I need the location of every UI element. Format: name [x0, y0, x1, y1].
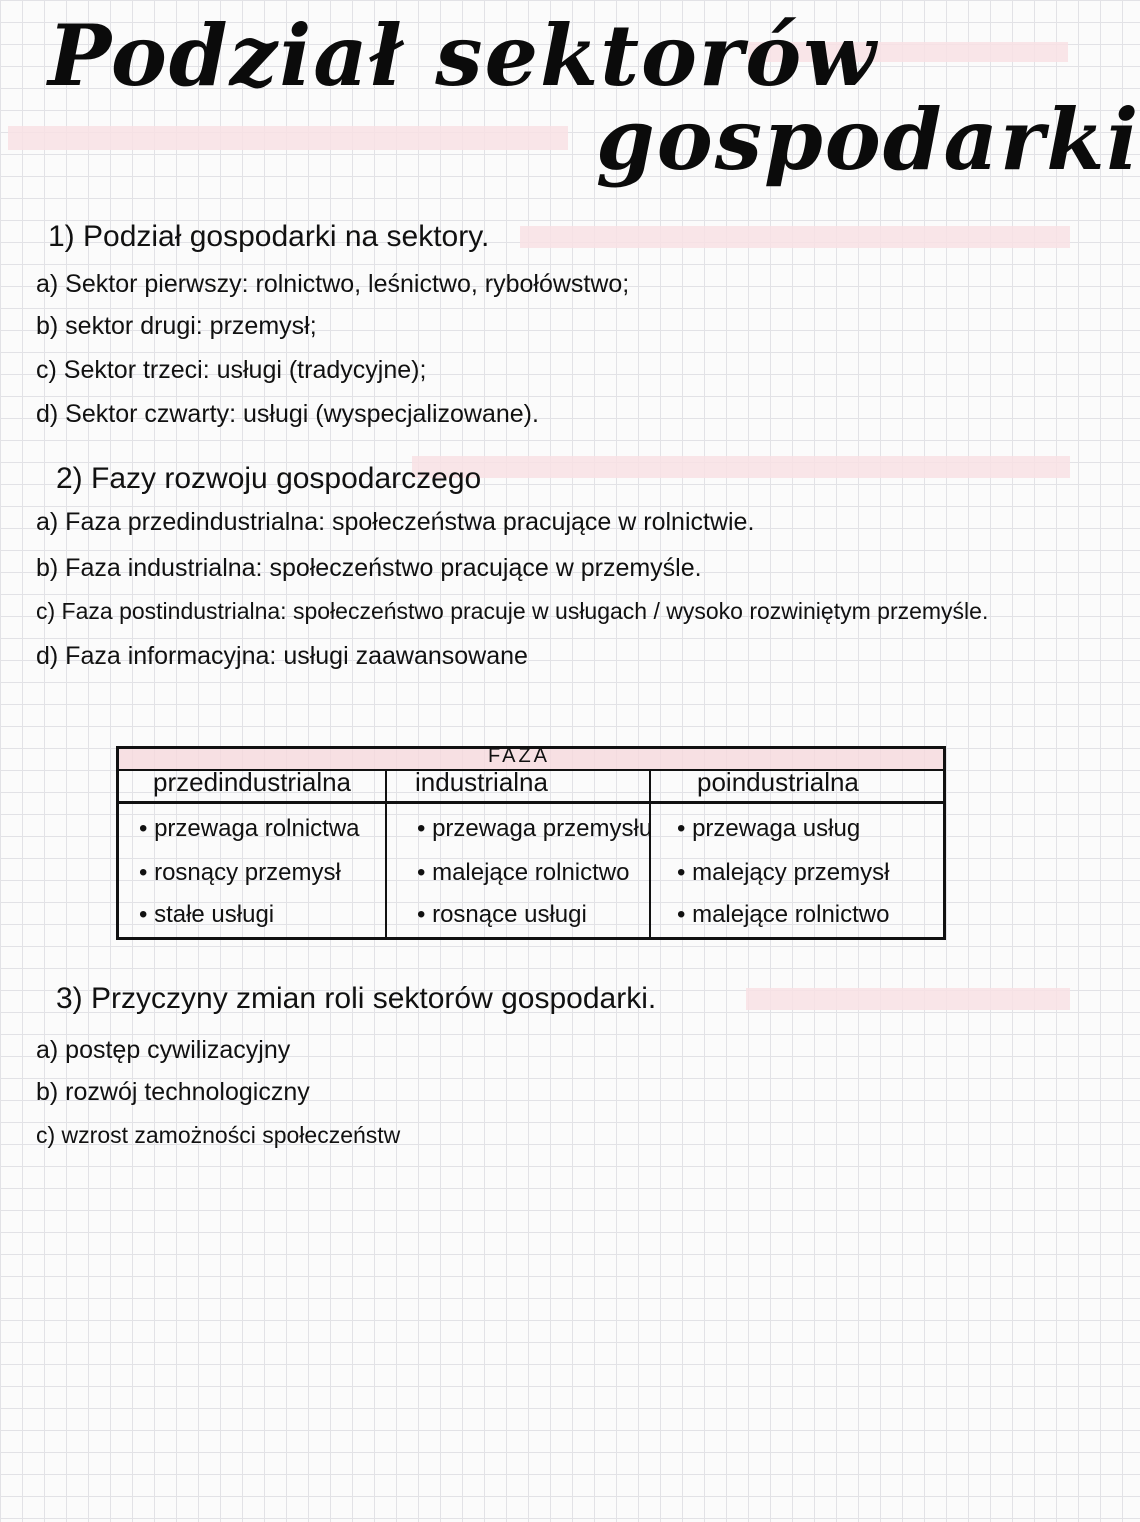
section3-item: b) rozwój technologiczny [36, 1078, 310, 1106]
section2-heading: 2) Fazy rozwoju gospodarczego [56, 462, 482, 495]
table-column-title: industrialna [415, 767, 548, 797]
section2-item: c) Faza postindustrialna: społeczeństwo pracuje w usługach / wysoko rozwiniętym przemyśle. [36, 598, 989, 624]
table-column-divider [385, 769, 387, 937]
table-cell: • przewaga przemysłu [417, 815, 653, 842]
section3-item: c) wzrost zamożności społeczeństw [36, 1122, 401, 1148]
table-cell: • malejący przemysł [677, 859, 890, 886]
phases-table [116, 746, 946, 940]
section3-item: a) postęp cywilizacyjny [36, 1036, 291, 1064]
page-title-line1: Podział sektorów [48, 6, 878, 105]
section1-heading: 1) Podział gospodarki na sektory. [48, 220, 490, 253]
table-cell: • rosnące usługi [417, 901, 587, 928]
table-cell: • malejące rolnictwo [677, 901, 890, 928]
section2-item: d) Faza informacyjna: usługi zaawansowane [36, 642, 528, 670]
table-column-title: przedindustrialna [153, 767, 352, 797]
section3-highlight [746, 988, 1070, 1010]
table-cell: • przewaga usług [677, 815, 861, 842]
section1-item: d) Sektor czwarty: usługi (wyspecjalizowane). [36, 400, 539, 428]
section2-item: a) Faza przedindustrialna: społeczeństwa pracujące w rolnictwie. [36, 508, 755, 536]
table-cell: • malejące rolnictwo [417, 859, 630, 886]
table-column-title: poindustrialna [697, 767, 859, 797]
section3-heading: 3) Przyczyny zmian roli sektorów gospodarki. [56, 982, 657, 1015]
section1-item: b) sektor drugi: przemysł; [36, 312, 317, 340]
section2-item: b) Faza industrialna: społeczeństwo pracujące w przemyśle. [36, 554, 702, 582]
section1-item: c) Sektor trzeci: usługi (tradycyjne); [36, 356, 427, 384]
table-divider [119, 801, 943, 804]
table-header: FAZA [487, 745, 550, 767]
section2-highlight [412, 456, 1070, 478]
table-cell: • stałe usługi [139, 901, 275, 928]
table-cell: • przewaga rolnictwa [139, 815, 360, 842]
page-title-line2: gospodarki [596, 90, 1140, 189]
table-cell: • rosnący przemysł [139, 859, 341, 886]
title-highlight-left [8, 126, 568, 150]
section1-item: a) Sektor pierwszy: rolnictwo, leśnictwo, rybołówstwo; [36, 270, 630, 298]
table-column-divider [649, 769, 651, 937]
section1-highlight [520, 226, 1070, 248]
